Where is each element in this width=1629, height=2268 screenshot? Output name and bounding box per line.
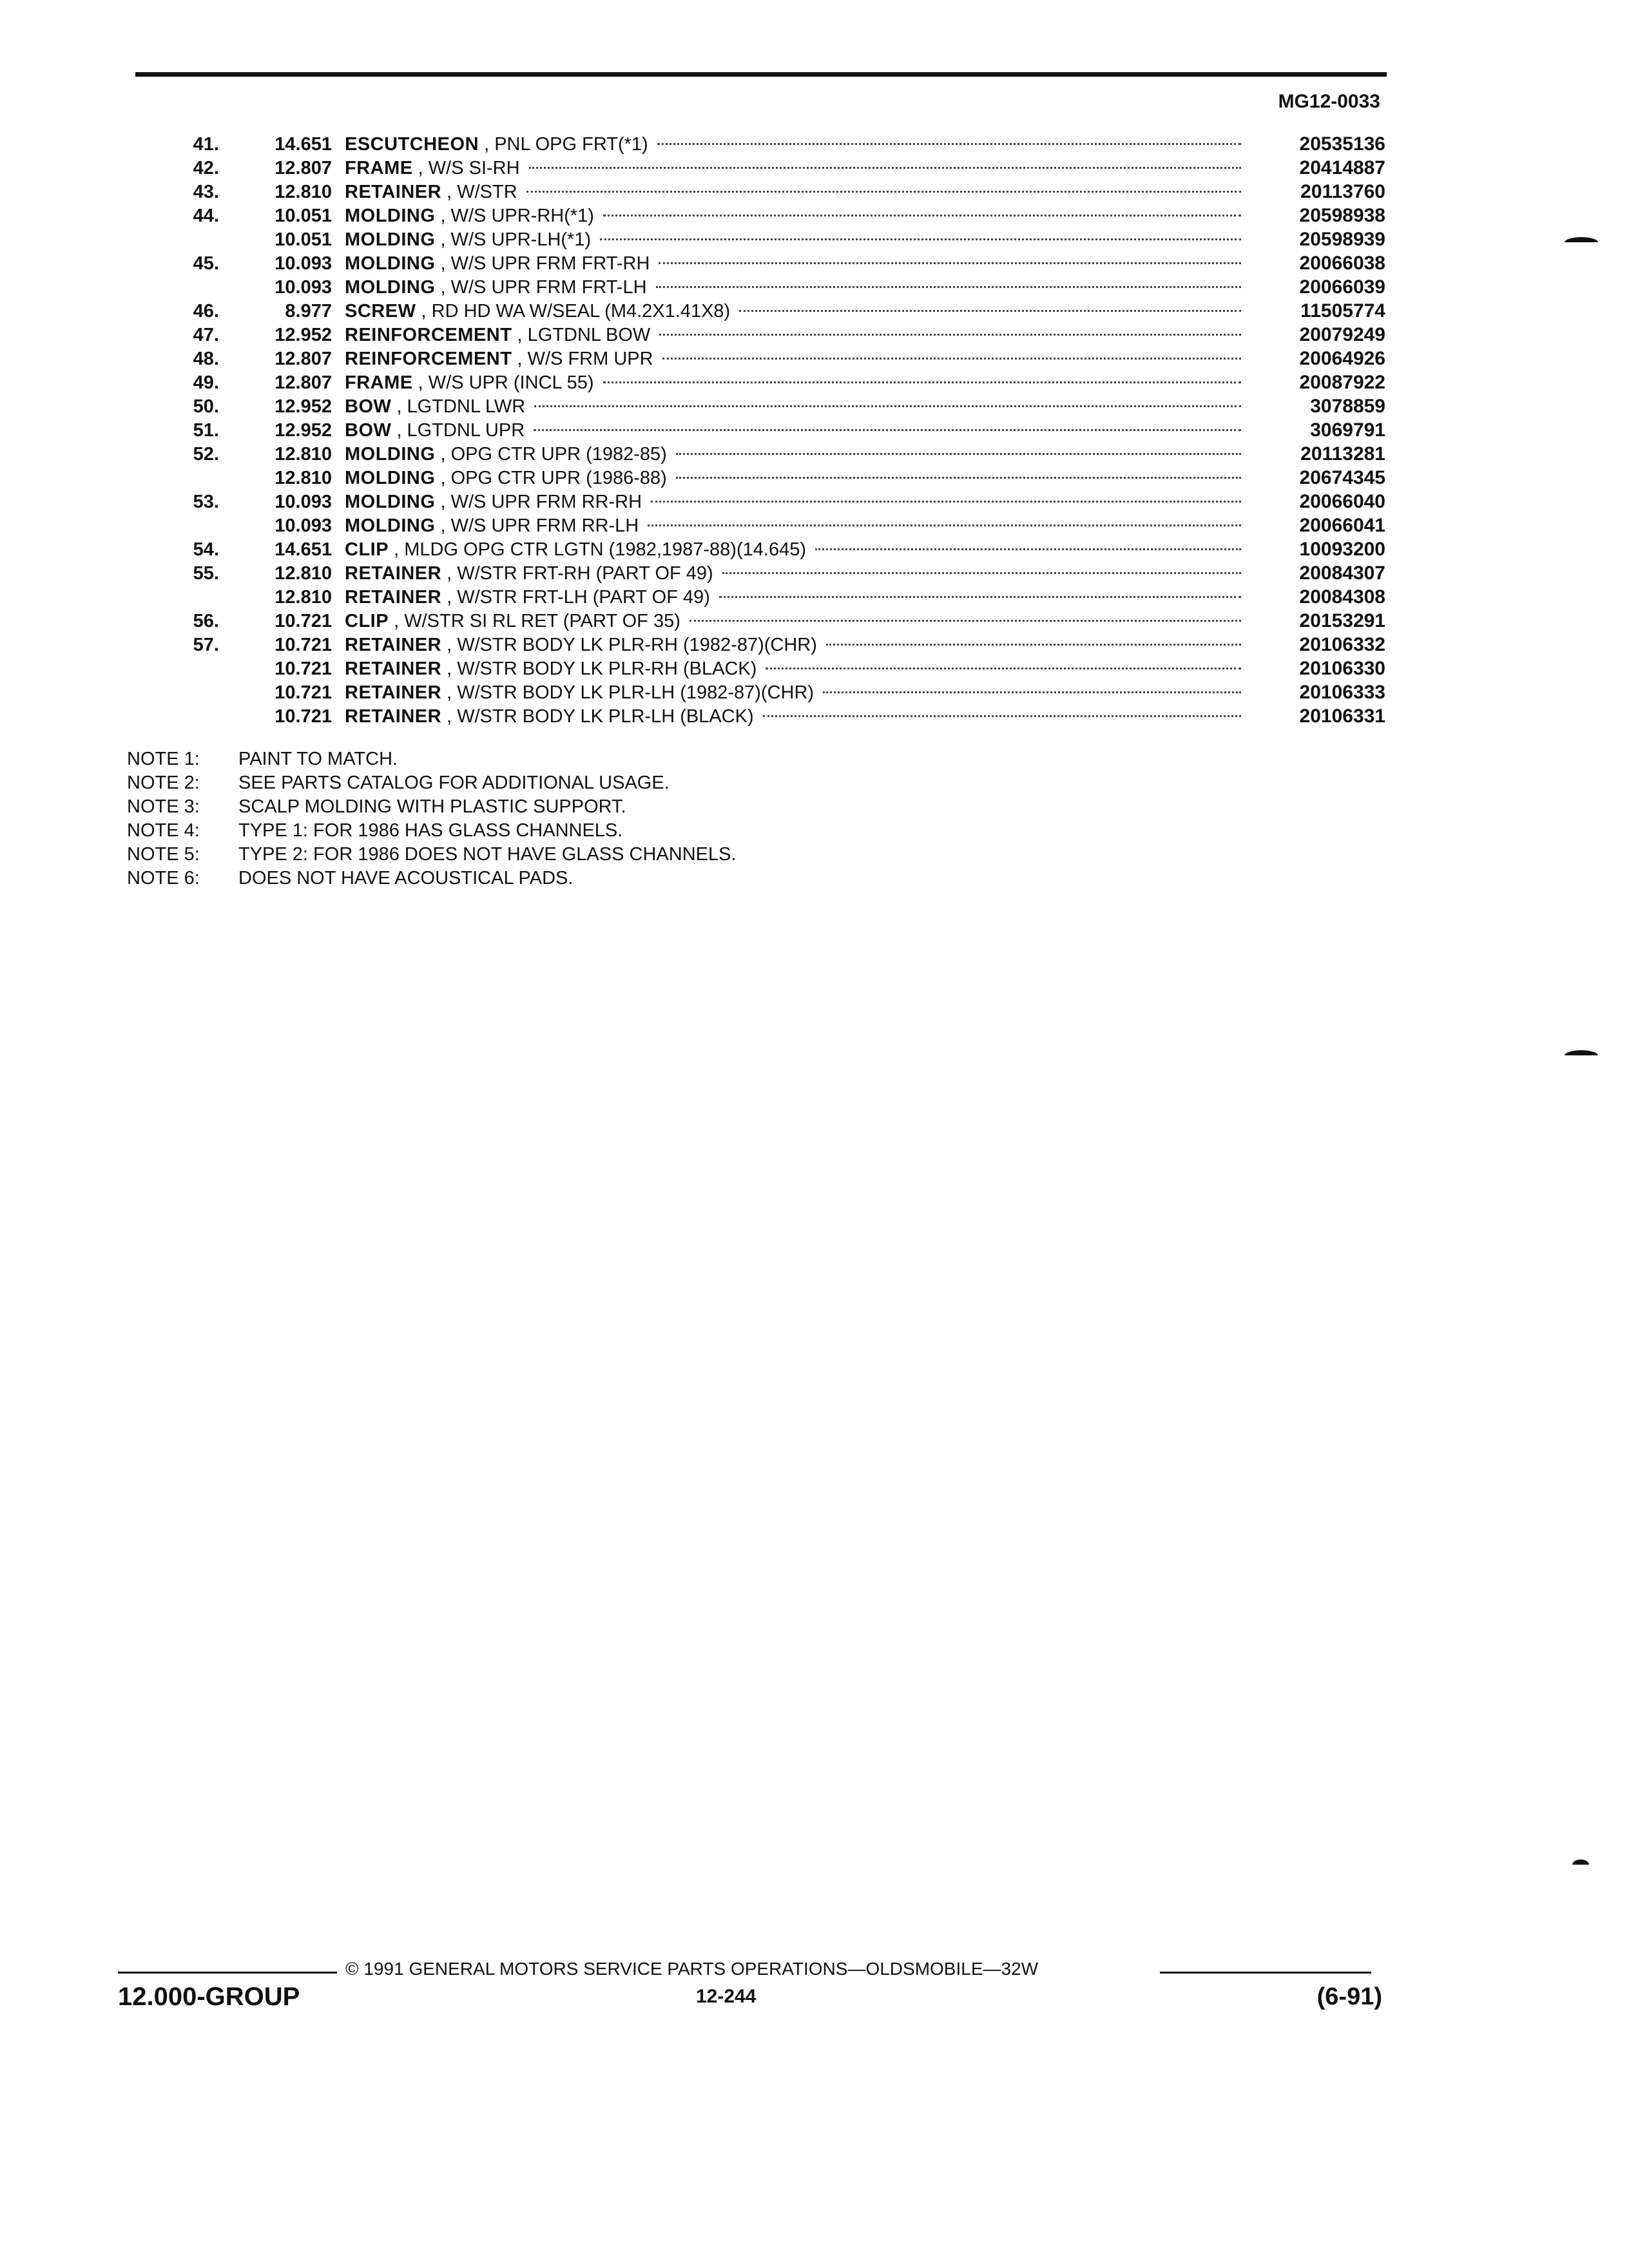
group-number: 10.093 <box>275 515 332 536</box>
part-row <box>180 253 1385 276</box>
item-number: 51. <box>193 420 219 441</box>
part-name: MOLDING <box>345 206 436 226</box>
group-number: 14.651 <box>275 134 332 155</box>
part-detail: , LGTDNL BOW <box>517 325 651 345</box>
part-detail: , W/STR <box>447 182 517 202</box>
part-row <box>180 443 1385 467</box>
dot-leader <box>659 334 1241 336</box>
dot-leader <box>659 262 1241 264</box>
group-number: 10.721 <box>275 658 332 679</box>
part-row <box>180 133 1385 157</box>
part-detail: , W/STR BODY LK PLR-LH (BLACK) <box>447 706 754 727</box>
part-name: MOLDING <box>345 444 436 465</box>
part-name: RETAINER <box>345 706 442 727</box>
part-row <box>180 634 1385 658</box>
part-description <box>332 229 591 251</box>
dot-leader <box>662 358 1241 360</box>
part-row <box>180 467 1385 491</box>
note-label: NOTE 5: <box>127 844 200 865</box>
note-row <box>127 844 1029 868</box>
dot-leader <box>766 668 1241 669</box>
part-number: 20598939 <box>1299 229 1385 250</box>
part-number: 20087922 <box>1299 372 1385 393</box>
part-description <box>332 349 653 370</box>
item-number: 42. <box>193 158 219 178</box>
part-row <box>180 157 1385 181</box>
note-label: NOTE 1: <box>127 749 200 769</box>
part-number: 20066040 <box>1299 491 1385 512</box>
part-detail: , W/S UPR-RH(*1) <box>440 206 594 226</box>
part-name: RETAINER <box>345 563 442 584</box>
dot-leader <box>722 572 1241 574</box>
footer-page-number: 12-244 <box>696 1986 757 2007</box>
dot-leader <box>656 286 1241 288</box>
group-number: 14.651 <box>275 539 332 560</box>
note-text: SCALP MOLDING WITH PLASTIC SUPPORT. <box>238 796 626 817</box>
part-description <box>332 706 754 727</box>
binder-hole-mark <box>1565 237 1598 242</box>
note-label: NOTE 6: <box>127 868 200 889</box>
part-row <box>180 491 1385 515</box>
part-name: MOLDING <box>345 492 436 512</box>
notes-list <box>127 749 1029 892</box>
part-detail: , W/STR BODY LK PLR-RH (BLACK) <box>447 658 757 679</box>
part-name: BOW <box>345 396 392 417</box>
footer-group-label: 12.000-GROUP <box>118 1983 300 2011</box>
part-number: 20106332 <box>1299 634 1385 655</box>
part-number: 20084307 <box>1299 562 1385 584</box>
part-number: 20066041 <box>1299 515 1385 536</box>
item-number: 47. <box>193 325 219 345</box>
item-number: 56. <box>193 611 219 631</box>
item-number: 57. <box>193 635 219 655</box>
part-row <box>180 276 1385 300</box>
part-number: 20079249 <box>1299 324 1385 345</box>
item-number: 44. <box>193 206 219 226</box>
dot-leader <box>534 405 1241 407</box>
part-detail: , W/STR BODY LK PLR-RH (1982-87)(CHR) <box>447 635 817 655</box>
part-number: 20113760 <box>1300 181 1385 202</box>
dot-leader <box>651 501 1241 503</box>
part-description <box>332 206 594 227</box>
group-number: 10.093 <box>275 277 332 298</box>
group-number: 10.051 <box>275 229 332 250</box>
part-description <box>332 420 525 441</box>
group-number: 8.977 <box>285 301 332 322</box>
group-number: 12.810 <box>275 182 332 202</box>
part-detail: , W/STR SI RL RET (PART OF 35) <box>394 611 680 631</box>
part-row <box>180 181 1385 205</box>
part-number: 20066038 <box>1299 253 1385 274</box>
part-row <box>180 539 1385 562</box>
item-number: 50. <box>193 396 219 417</box>
part-name: SCREW <box>345 301 416 322</box>
item-number: 41. <box>193 134 219 155</box>
part-description <box>332 444 667 465</box>
note-row <box>127 868 1029 892</box>
part-description <box>332 277 647 298</box>
part-number: 20066039 <box>1299 276 1385 298</box>
part-detail: , W/S UPR FRM FRT-RH <box>440 253 650 274</box>
part-name: MOLDING <box>345 277 436 298</box>
dot-leader <box>603 215 1241 216</box>
part-detail: , MLDG OPG CTR LGTN (1982,1987-88)(14.645) <box>394 539 806 560</box>
part-row <box>180 324 1385 348</box>
part-name: REINFORCEMENT <box>345 325 512 345</box>
dot-leader <box>815 548 1241 550</box>
group-number: 12.810 <box>275 587 332 608</box>
note-label: NOTE 3: <box>127 796 200 817</box>
part-row <box>180 396 1385 419</box>
part-detail: , W/S UPR (INCL 55) <box>418 372 594 393</box>
group-number: 12.952 <box>275 325 332 345</box>
part-detail: , W/STR BODY LK PLR-LH (1982-87)(CHR) <box>447 682 815 703</box>
part-detail: , PNL OPG FRT(*1) <box>484 134 648 155</box>
part-description <box>332 682 814 704</box>
part-detail: , W/STR FRT-RH (PART OF 49) <box>447 563 713 584</box>
part-description <box>332 396 525 418</box>
part-row <box>180 372 1385 396</box>
part-name: MOLDING <box>345 468 436 488</box>
part-number: 20535136 <box>1299 133 1385 155</box>
part-detail: , W/S UPR-LH(*1) <box>440 229 592 250</box>
part-name: RETAINER <box>345 182 442 202</box>
group-number: 10.721 <box>275 611 332 631</box>
part-description <box>332 635 817 656</box>
top-rule <box>135 72 1387 77</box>
part-number: 20598938 <box>1299 205 1385 226</box>
dot-leader <box>676 453 1241 455</box>
part-detail: , W/S UPR FRM RR-LH <box>440 515 639 536</box>
note-row <box>127 796 1029 820</box>
note-text: DOES NOT HAVE ACOUSTICAL PADS. <box>238 868 574 889</box>
part-detail: , LGTDNL UPR <box>396 420 525 441</box>
part-description <box>332 611 680 632</box>
group-number: 12.810 <box>275 444 332 465</box>
item-number: 49. <box>193 372 219 393</box>
part-number: 3078859 <box>1310 396 1385 417</box>
note-label: NOTE 2: <box>127 773 200 793</box>
part-detail: , RD HD WA W/SEAL (M4.2X1.41X8) <box>421 301 731 322</box>
part-description <box>332 515 639 537</box>
dot-leader <box>648 524 1241 526</box>
dot-leader <box>826 644 1241 646</box>
part-description <box>332 563 713 584</box>
part-number: 20153291 <box>1299 610 1385 631</box>
dot-leader <box>526 191 1241 193</box>
part-description <box>332 658 757 680</box>
part-number: 20106330 <box>1299 658 1385 679</box>
group-number: 12.807 <box>275 158 332 178</box>
part-detail: , W/S UPR FRM FRT-LH <box>440 277 647 298</box>
part-description <box>332 253 650 274</box>
part-name: RETAINER <box>345 658 442 679</box>
part-description <box>332 301 730 322</box>
part-number: 20084308 <box>1299 586 1385 608</box>
group-number: 10.721 <box>275 682 332 703</box>
group-number: 10.721 <box>275 635 332 655</box>
part-number: 20106331 <box>1299 706 1385 727</box>
part-description <box>332 325 650 346</box>
group-number: 12.952 <box>275 396 332 417</box>
part-name: CLIP <box>345 539 389 560</box>
part-row <box>180 515 1385 539</box>
part-name: CLIP <box>345 611 389 631</box>
dot-leader <box>657 143 1241 145</box>
group-number: 12.810 <box>275 468 332 488</box>
part-row <box>180 682 1385 706</box>
note-row <box>127 749 1029 773</box>
part-row <box>180 706 1385 729</box>
part-name: FRAME <box>345 158 413 178</box>
note-row <box>127 773 1029 796</box>
dot-leader <box>823 691 1241 693</box>
part-description <box>332 372 594 394</box>
note-text: SEE PARTS CATALOG FOR ADDITIONAL USAGE. <box>238 773 670 793</box>
dot-leader <box>689 620 1241 622</box>
footer-rule-left <box>118 1972 337 1974</box>
footer-rule-right <box>1160 1972 1371 1974</box>
part-description <box>332 134 648 155</box>
dot-leader <box>603 381 1241 383</box>
part-name: FRAME <box>345 372 413 393</box>
item-number: 55. <box>193 563 219 584</box>
item-number: 48. <box>193 349 219 369</box>
dot-leader <box>763 715 1241 717</box>
part-name: RETAINER <box>345 682 442 703</box>
note-text: TYPE 2: FOR 1986 DOES NOT HAVE GLASS CHANNELS. <box>238 844 737 865</box>
item-number: 45. <box>193 253 219 274</box>
part-number: 3069791 <box>1310 419 1385 441</box>
item-number: 54. <box>193 539 219 560</box>
part-row <box>180 229 1385 253</box>
note-text: PAINT TO MATCH. <box>238 749 398 769</box>
dot-leader <box>676 477 1241 479</box>
parts-list <box>180 133 1385 729</box>
part-description <box>332 182 517 203</box>
part-detail: , OPG CTR UPR (1982-85) <box>440 444 667 465</box>
part-detail: , W/S FRM UPR <box>517 349 653 369</box>
group-number: 12.952 <box>275 420 332 441</box>
part-row <box>180 205 1385 229</box>
item-number: 52. <box>193 444 219 465</box>
group-number: 12.807 <box>275 372 332 393</box>
footer-copyright: © 1991 GENERAL MOTORS SERVICE PARTS OPERATIONS—OLDSMOBILE—32W <box>345 1959 1039 1979</box>
part-detail: , W/STR FRT-LH (PART OF 49) <box>447 587 710 608</box>
part-description <box>332 492 642 513</box>
part-description <box>332 539 806 561</box>
note-text: TYPE 1: FOR 1986 HAS GLASS CHANNELS. <box>238 820 623 841</box>
dot-leader <box>534 429 1241 431</box>
note-row <box>127 820 1029 844</box>
group-number: 10.051 <box>275 206 332 226</box>
part-name: MOLDING <box>345 515 436 536</box>
part-row <box>180 586 1385 610</box>
part-name: MOLDING <box>345 229 436 250</box>
part-number: 20064926 <box>1299 348 1385 369</box>
part-number: 20106333 <box>1299 682 1385 703</box>
part-description <box>332 468 667 489</box>
part-detail: , W/S UPR FRM RR-RH <box>440 492 642 512</box>
item-number: 43. <box>193 182 219 202</box>
part-row <box>180 562 1385 586</box>
part-description <box>332 158 520 179</box>
part-row <box>180 300 1385 324</box>
part-number: 20674345 <box>1299 467 1385 488</box>
binder-hole-mark <box>1572 1860 1589 1865</box>
part-detail: , OPG CTR UPR (1986-88) <box>440 468 667 488</box>
part-number: 20113281 <box>1300 443 1385 465</box>
part-detail: , LGTDNL LWR <box>396 396 526 417</box>
part-description <box>332 587 710 608</box>
group-number: 10.093 <box>275 253 332 274</box>
dot-leader <box>529 167 1241 169</box>
part-name: RETAINER <box>345 587 442 608</box>
group-number: 10.093 <box>275 492 332 512</box>
document-id: MG12-0033 <box>1278 91 1380 112</box>
part-row <box>180 610 1385 634</box>
part-number: 10093200 <box>1299 539 1385 560</box>
part-detail: , W/S SI-RH <box>418 158 520 178</box>
part-number: 11505774 <box>1300 300 1385 322</box>
dot-leader <box>739 310 1241 312</box>
note-label: NOTE 4: <box>127 820 200 841</box>
group-number: 12.807 <box>275 349 332 369</box>
group-number: 12.810 <box>275 563 332 584</box>
part-name: BOW <box>345 420 392 441</box>
item-number: 53. <box>193 492 219 512</box>
dot-leader <box>600 238 1241 240</box>
part-name: RETAINER <box>345 635 442 655</box>
part-name: ESCUTCHEON <box>345 134 479 155</box>
item-number: 46. <box>193 301 219 322</box>
part-row <box>180 658 1385 682</box>
part-row <box>180 348 1385 372</box>
part-name: REINFORCEMENT <box>345 349 512 369</box>
part-row <box>180 419 1385 443</box>
part-number: 20414887 <box>1299 157 1385 178</box>
dot-leader <box>719 596 1241 598</box>
group-number: 10.721 <box>275 706 332 727</box>
footer-revision-date: (6-91) <box>1316 1983 1382 2010</box>
part-name: MOLDING <box>345 253 436 274</box>
binder-hole-mark <box>1565 1050 1598 1055</box>
